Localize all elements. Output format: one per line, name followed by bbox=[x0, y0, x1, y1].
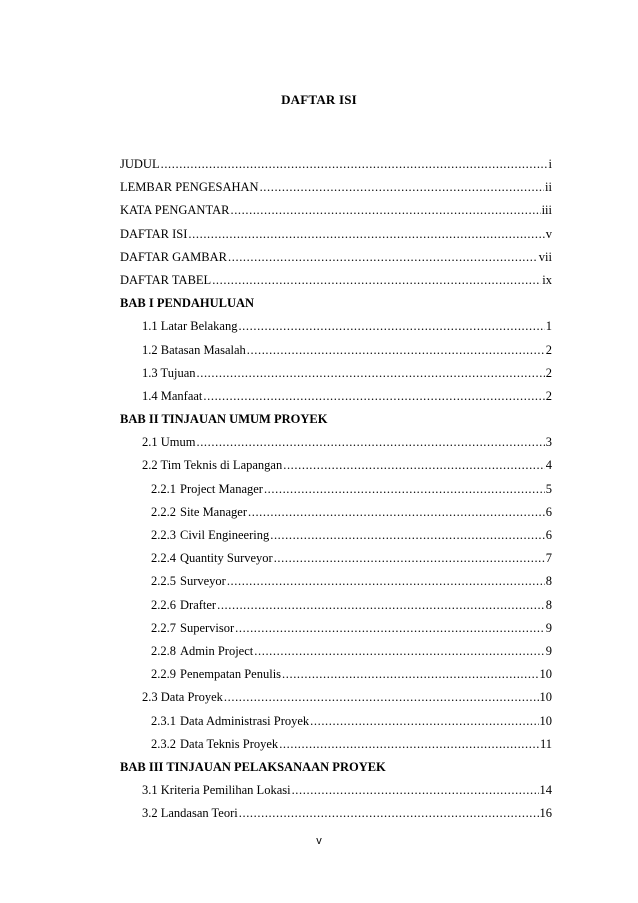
toc-entry-number: 2.2.3 bbox=[151, 528, 176, 542]
toc-entry-2-2-1[interactable] bbox=[120, 482, 552, 505]
dot-leader bbox=[224, 690, 539, 705]
toc-entry-label: 3.2 Landasan Teori bbox=[142, 806, 238, 821]
dot-leader bbox=[260, 180, 544, 195]
toc-entry-page: 9 bbox=[545, 643, 552, 658]
toc-entry-2-3-1[interactable] bbox=[120, 714, 552, 737]
toc-chapter-label: BAB I PENDAHULUAN bbox=[120, 296, 255, 311]
toc-entry-kata-pengantar[interactable] bbox=[120, 203, 552, 226]
toc-entry-label: Data Teknis Proyek bbox=[180, 736, 279, 751]
toc-entry-label: DAFTAR GAMBAR bbox=[120, 249, 228, 264]
toc-entry-label: Quantity Surveyor bbox=[180, 551, 273, 566]
toc-entry-daftar-tabel[interactable] bbox=[120, 273, 552, 296]
toc-chapter-bab-3[interactable] bbox=[120, 760, 552, 783]
toc-entry-page: 2 bbox=[545, 388, 552, 403]
toc-entry-page: ix bbox=[542, 272, 552, 287]
toc-entry-page: 8 bbox=[545, 574, 552, 589]
toc-entry-page: 3 bbox=[545, 435, 552, 450]
toc-entry-page: 2 bbox=[545, 342, 552, 357]
toc-entry-2-2-5[interactable] bbox=[120, 574, 552, 597]
dot-leader bbox=[279, 737, 539, 752]
toc-entry-page: 2 bbox=[545, 365, 552, 380]
toc-entry-page: 8 bbox=[545, 597, 552, 612]
toc-entry-page: 9 bbox=[545, 620, 552, 635]
toc-entry-label: 2.3 Data Proyek bbox=[142, 690, 223, 705]
toc-entry-1-3[interactable] bbox=[120, 366, 552, 389]
toc-chapter-label: BAB II TINJAUAN UMUM PROYEK bbox=[120, 412, 328, 427]
dot-leader bbox=[274, 551, 545, 566]
toc-entry-number: 2.2.7 bbox=[151, 620, 176, 635]
toc-entry-label: Admin Project bbox=[180, 643, 254, 658]
toc-entry-number: 2.2.1 bbox=[151, 481, 176, 496]
dot-leader bbox=[228, 250, 538, 265]
toc-entry-page: 16 bbox=[539, 806, 552, 821]
toc-entry-2-1[interactable] bbox=[120, 435, 552, 458]
page-number: v bbox=[316, 835, 322, 847]
dot-leader bbox=[196, 435, 544, 450]
toc-entry-label: Project Manager bbox=[180, 481, 263, 496]
dot-leader bbox=[238, 319, 544, 334]
toc-entry-2-2-3[interactable] bbox=[120, 528, 552, 551]
dot-leader bbox=[227, 574, 545, 589]
toc-entry-label: Surveyor bbox=[180, 574, 226, 589]
toc-entry-label: DAFTAR ISI bbox=[120, 226, 188, 241]
toc-entry-page: 14 bbox=[539, 783, 552, 798]
toc-entry-page: 1 bbox=[545, 319, 552, 334]
toc-entry-label: 1.3 Tujuan bbox=[142, 365, 196, 380]
dot-leader bbox=[292, 783, 539, 798]
dot-leader bbox=[212, 273, 541, 288]
toc-entry-page: 6 bbox=[545, 528, 552, 542]
toc-entry-2-2-7[interactable] bbox=[120, 621, 552, 644]
toc-entry-2-2[interactable] bbox=[120, 458, 552, 481]
toc-chapter-bab-1[interactable] bbox=[120, 296, 552, 319]
dot-leader bbox=[188, 227, 544, 242]
toc-entry-label: 2.2 Tim Teknis di Lapangan bbox=[142, 458, 283, 473]
page-title: DAFTAR ISI bbox=[281, 92, 357, 107]
toc-entry-2-2-9[interactable] bbox=[120, 667, 552, 690]
toc-entry-2-2-6[interactable] bbox=[120, 598, 552, 621]
toc-entry-number: 2.3.1 bbox=[151, 713, 176, 728]
toc-entry-label: 1.4 Manfaat bbox=[142, 388, 203, 403]
toc-entry-number: 2.3.2 bbox=[151, 736, 176, 751]
toc-entry-2-2-4[interactable] bbox=[120, 551, 552, 574]
dot-leader bbox=[197, 366, 545, 381]
toc-entry-label: DAFTAR TABEL bbox=[120, 272, 212, 287]
toc-entry-daftar-gambar[interactable] bbox=[120, 250, 552, 273]
toc-entry-number: 2.2.9 bbox=[151, 667, 176, 682]
dot-leader bbox=[254, 644, 544, 659]
toc-entry-label: 1.2 Batasan Masalah bbox=[142, 342, 246, 357]
toc-chapter-bab-2[interactable] bbox=[120, 412, 552, 435]
toc-entry-3-1[interactable] bbox=[120, 783, 552, 806]
toc-entry-page: iii bbox=[541, 203, 552, 218]
toc-entry-label: KATA PENGANTAR bbox=[120, 203, 230, 218]
toc-entry-page: ii bbox=[545, 180, 552, 195]
toc-entry-lembar-pengesahan[interactable] bbox=[120, 180, 552, 203]
toc-entry-page: 10 bbox=[539, 667, 552, 682]
toc-entry-2-2-2[interactable] bbox=[120, 505, 552, 528]
dot-leader bbox=[264, 482, 545, 497]
toc-entry-page: 10 bbox=[539, 690, 552, 705]
dot-leader bbox=[310, 714, 538, 729]
dot-leader bbox=[230, 203, 540, 218]
toc-entry-label: 3.1 Kriteria Pemilihan Lokasi bbox=[142, 783, 291, 798]
toc-entry-1-1[interactable] bbox=[120, 319, 552, 342]
toc-entry-2-3[interactable] bbox=[120, 690, 552, 713]
toc-entry-label: Supervisor bbox=[180, 620, 235, 635]
toc-entry-number: 2.2.8 bbox=[151, 643, 176, 658]
dot-leader bbox=[239, 806, 539, 821]
toc-entry-page: 6 bbox=[545, 504, 552, 519]
toc-entry-label: JUDUL bbox=[120, 157, 160, 171]
toc-entry-label: LEMBAR PENGESAHAN bbox=[120, 180, 259, 195]
toc-chapter-label: BAB III TINJAUAN PELAKSANAAN PROYEK bbox=[120, 759, 386, 774]
toc-entry-page: 10 bbox=[539, 713, 552, 728]
table-of-contents bbox=[120, 157, 552, 829]
dot-leader bbox=[203, 389, 544, 404]
toc-entry-page: 11 bbox=[539, 736, 552, 751]
dot-leader bbox=[282, 667, 538, 682]
toc-entry-label: Site Manager bbox=[180, 504, 247, 519]
toc-entry-label: Data Administrasi Proyek bbox=[180, 713, 310, 728]
dot-leader bbox=[161, 157, 548, 172]
dot-leader bbox=[283, 458, 545, 473]
toc-entry-page: 4 bbox=[545, 458, 552, 473]
toc-entry-2-2-8[interactable] bbox=[120, 644, 552, 667]
toc-entry-number: 2.2.5 bbox=[151, 574, 176, 589]
toc-entry-page: 5 bbox=[545, 481, 552, 496]
toc-entry-page: v bbox=[545, 226, 552, 241]
toc-entry-page: vii bbox=[538, 249, 552, 264]
dot-leader bbox=[235, 621, 545, 636]
dot-leader bbox=[247, 343, 545, 358]
toc-entry-1-4[interactable] bbox=[120, 389, 552, 412]
dot-leader bbox=[248, 505, 545, 520]
toc-entry-judul[interactable] bbox=[120, 157, 552, 180]
toc-entry-1-2[interactable] bbox=[120, 343, 552, 366]
toc-entry-label: Penempatan Penulis bbox=[180, 667, 282, 682]
toc-entry-2-3-2[interactable] bbox=[120, 737, 552, 760]
toc-entry-3-2[interactable] bbox=[120, 806, 552, 829]
toc-entry-number: 2.2.6 bbox=[151, 597, 176, 612]
toc-entry-label: Civil Engineering bbox=[180, 528, 270, 542]
toc-entry-label: 2.1 Umum bbox=[142, 435, 196, 450]
toc-entry-page: 7 bbox=[545, 551, 552, 566]
toc-entry-number: 2.2.4 bbox=[151, 551, 176, 566]
toc-entry-page: i bbox=[548, 157, 552, 171]
dot-leader bbox=[217, 598, 545, 613]
toc-entry-label: 1.1 Latar Belakang bbox=[142, 319, 238, 334]
toc-entry-number: 2.2.2 bbox=[151, 504, 176, 519]
dot-leader bbox=[270, 528, 545, 543]
toc-entry-daftar-isi[interactable] bbox=[120, 227, 552, 250]
toc-entry-label: Drafter bbox=[180, 597, 217, 612]
